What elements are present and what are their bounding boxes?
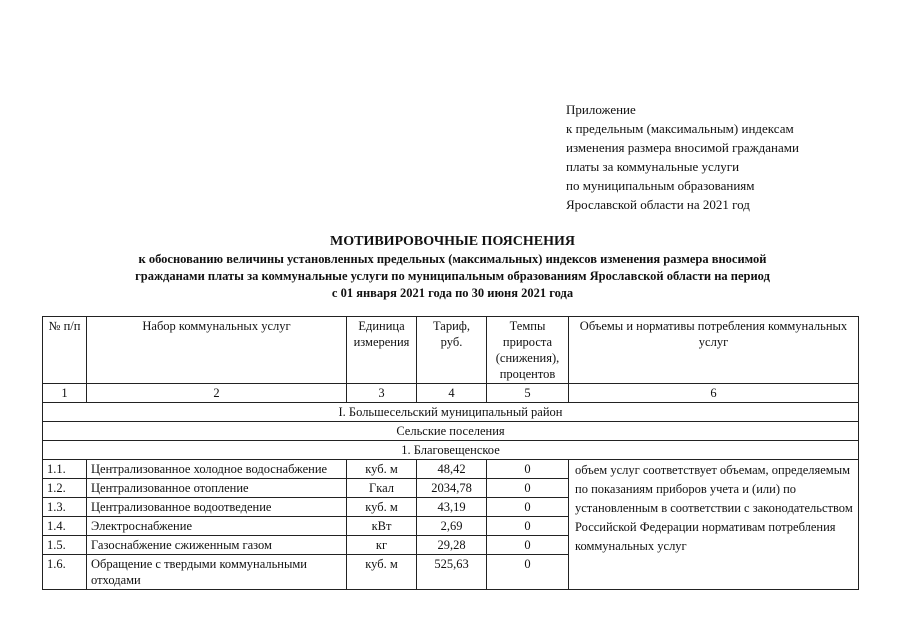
col-number: 1 — [43, 384, 87, 403]
subtitle-line: с 01 января 2021 года по 30 июня 2021 года — [331, 286, 574, 300]
column-number-row — [43, 384, 859, 403]
subtitle-line: гражданами платы за коммунальные услуги по муниципальным образованиям Ярославской области на период — [135, 269, 770, 283]
row-tariff: 48,42 — [417, 460, 487, 479]
header-tariff: Тариф, руб. — [417, 317, 487, 384]
row-tariff: 525,63 — [417, 555, 487, 590]
col-number: 3 — [347, 384, 417, 403]
row-num: 1.5. — [43, 536, 87, 555]
settlement-row — [43, 441, 859, 460]
document-subtitle — [30, 251, 875, 302]
row-service: Централизованное водоотведение — [87, 498, 347, 517]
row-tariff: 43,19 — [417, 498, 487, 517]
table-row — [43, 460, 859, 479]
row-rate: 0 — [487, 479, 569, 498]
header-num: № п/п — [43, 317, 87, 384]
row-unit: куб. м — [347, 498, 417, 517]
table-header-row — [43, 317, 859, 384]
row-rate: 0 — [487, 517, 569, 536]
row-rate: 0 — [487, 498, 569, 517]
row-rate: 0 — [487, 555, 569, 590]
header-rate: Темпы прироста (снижения), процентов — [487, 317, 569, 384]
row-num: 1.4. — [43, 517, 87, 536]
row-num: 1.1. — [43, 460, 87, 479]
section-title: I. Большесельский муниципальный район — [43, 403, 859, 422]
row-service: Обращение с твердыми коммунальными отходами — [87, 555, 347, 590]
appendix-line: к предельным (максимальным) индексам — [566, 121, 794, 136]
col-number: 5 — [487, 384, 569, 403]
col-number: 4 — [417, 384, 487, 403]
row-service: Централизованное отопление — [87, 479, 347, 498]
row-tariff: 2034,78 — [417, 479, 487, 498]
appendix-line: Приложение — [566, 102, 636, 117]
row-unit: куб. м — [347, 555, 417, 590]
row-unit: куб. м — [347, 460, 417, 479]
header-unit: Единица измерения — [347, 317, 417, 384]
document-title: МОТИВИРОВОЧНЫЕ ПОЯСНЕНИЯ — [330, 234, 575, 249]
appendix-line: изменения размера вносимой гражданами — [566, 140, 799, 155]
row-service: Централизованное холодное водоснабжение — [87, 460, 347, 479]
subtitle-line: к обоснованию величины установленных предельных (максимальных) индексов изменения размера вносимой — [138, 252, 767, 266]
row-num: 1.3. — [43, 498, 87, 517]
subsection-row — [43, 422, 859, 441]
row-unit: кг — [347, 536, 417, 555]
col-number: 2 — [87, 384, 347, 403]
appendix-line: Ярославской области на 2021 год — [566, 197, 750, 212]
appendix-line: по муниципальным образованиям — [566, 178, 755, 193]
row-rate: 0 — [487, 460, 569, 479]
subsection-title: Сельские поселения — [43, 422, 859, 441]
norms-description: объем услуг соответствует объемам, определяемым по показаниям приборов учета и (или) по установленным в соответствии с законодательством Российской Федерации нормативам потребления коммунальных услуг — [569, 460, 859, 590]
row-unit: Гкал — [347, 479, 417, 498]
appendix-line: платы за коммунальные услуги — [566, 159, 740, 174]
section-row — [43, 403, 859, 422]
row-rate: 0 — [487, 536, 569, 555]
header-norms: Объемы и нормативы потребления коммунальных услуг — [569, 317, 859, 384]
tariff-table — [42, 316, 859, 590]
settlement-title: 1. Благовещенское — [43, 441, 859, 460]
appendix-note — [566, 100, 799, 214]
header-service: Набор коммунальных услуг — [87, 317, 347, 384]
row-service: Электроснабжение — [87, 517, 347, 536]
row-tariff: 2,69 — [417, 517, 487, 536]
col-number: 6 — [569, 384, 859, 403]
row-tariff: 29,28 — [417, 536, 487, 555]
row-unit: кВт — [347, 517, 417, 536]
row-service: Газоснабжение сжиженным газом — [87, 536, 347, 555]
row-num: 1.6. — [43, 555, 87, 590]
row-num: 1.2. — [43, 479, 87, 498]
